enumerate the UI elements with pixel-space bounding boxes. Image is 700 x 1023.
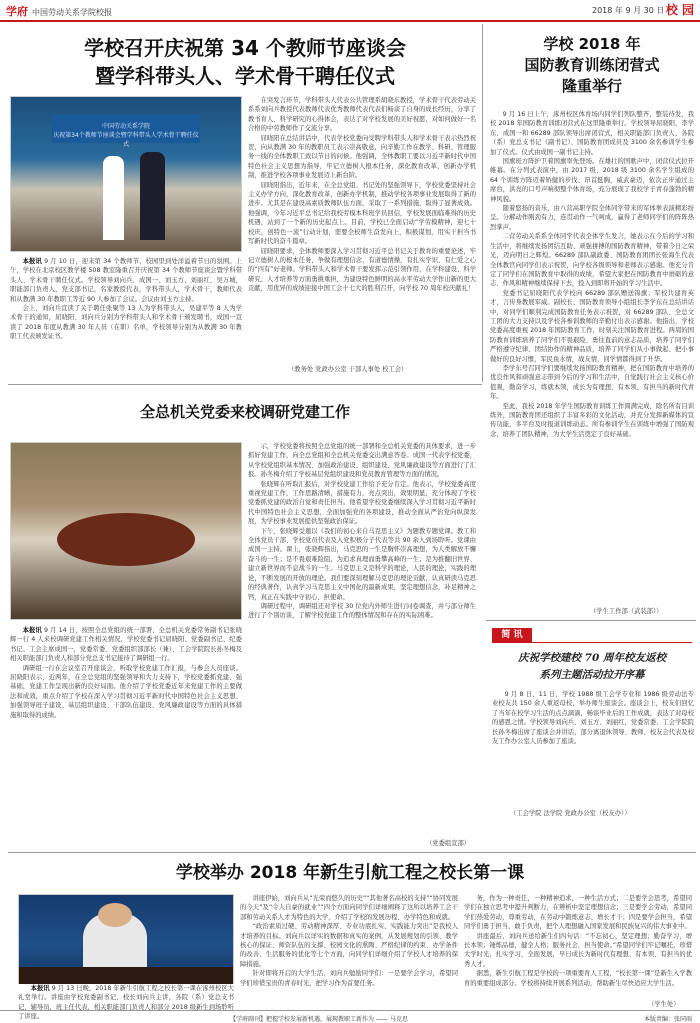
article2-title-line1: 学校 2018 年 <box>543 35 641 53</box>
masthead-subtitle: 中国劳动关系学院校报 <box>32 8 112 17</box>
column-divider <box>482 24 483 382</box>
footer-editor: 本版责编：张同雨 <box>643 1016 692 1023</box>
article1-caption: 本报讯 9 月 10 日，迎来第 34 个教师节，校园里到处洋溢着节日的氛围。上午，学校在北京校区教学楼 508 教室隆重召开庆祝第 34 个教师节座谈会暨学科带头人、学术骨干聘任仪式。学校领导刘向兵、成国一、刘玉方、刘丽红、吴万城，职能部门负责人，党支部书记，名家教授代表，学科带头人，学术骨干，教师代表和从教满 30 年教职工等近 90 人参加了会议。会议由刘玉方主持。 会上，刘向兵宣读了关于聘任张聚等 13 人为学科带头人，吴建平等 8 人为学术骨干的通知，屈晓阳、刘向兵分别为学科带头人和学术骨干颁发聘书，成国一宣读了 2018 年度从教满 30 年人员（在职）名单，学校领导分别为从教满 30 年教职工代表颁发证书。 <box>10 258 242 341</box>
article4-body-col2: 讲座伊始，刘向兵从“光荣而悠久的历史”“其他著名高校的支持”“协同发展的今天”及“令人自豪的就业”“四个方面向同学们详细阐释了这所以培养工会干部和劳动关系人才为特色的大学，介绍了学校的发展历程、办学特色和成就。 “政治素质过硬、劳动精神深厚、专业功底扎实、实践能力突出”是我校人才培养的目标。刘向兵以详实的数据和真实的案例，从发展规划的引领、教学核心的保证、师资队伍的支撑、校园文化的熏陶、严格纪律的约束、办学条件的改善、生活服务的优化等七个方面，向同学们详细介绍了学校人才培养的保障措施。 针对即将开启的大学生活，刘向兵勉励同学们：一是要学会学习，希望同学们珍惜宝贵的青春时光，把学习作为首要任务。 <box>240 895 458 987</box>
article1-photo <box>10 96 242 252</box>
article1-body: 在突发言环节，学科带头人代表公共管理系胡晓东教授，学术骨干代表劳动关系系刘向兵教授代表教师代表优秀教师代表代表们畅谈了自身的成长经历，分享了教书育人、科学研究的心得体会，表达了对学校发展的美好祝愿，对如何做好一名合格的中劳教师作了交流分享。 屈晓阳在总结讲话中，代表学校党委向受聘学科带头人和学术骨干表示热烈祝贺，向从教满 30 年的教职员工表示崇高敬意，向辛勤工作在教学、科研、管理服务一线的全体教职工致以节日的问候。他强调，全体教职工要以习近平新时代中国特色社会主义思想为指导，牢记立德树人根本任务，深化教育改革，创新办学机制，推进学校各项事业发展迈上新台阶。 屈晓阳指出，近年来，在全总党组、书记处的坚强领导下，学校党委坚持社会主义办学方向，深化教育改革，创新办学机制，推动学校各项事业发展取得了新的进步。尤其是在建设高素质教师队伍方面，采取了一系列措施，取得了显著成效。他强调，今年习近平总书记给我校劳模本科班学员回信，学校发展面临难得的历史机遇，站到了一个新的历史起点上。目前，学校已全面启动“学劳模精神，迎七十校庆，创特色一流”行动计划，需要全校师生奋发向上，积极谋划，用实干担当书写新时代的奋斗篇章。 屈晓阳要求，全体教师要深入学习贯彻习近平总书记关于教育的重要论述，牢记立德树人的根本任务，争做有理想信念、有道德情操、有扎实学识、有仁爱之心的“四有”好老师。学科带头人和学术骨干要发挥示范引领作用，在学科建设、科学研究、人才培养等方面勇挑重担，为建设特色鲜明的高水平劳动大学作出新的更大贡献，用优异的成绩迎接中国工会十七大的胜利召开，向学校 70 周年校庆献礼！ <box>248 97 476 293</box>
brief-body: 9 月 8 日、11 日，学校 1988 级工会学专业和 1986 级劳动法专业校友共 150 余人重返母校，举办师生座谈会。座谈会上，校友们回忆了当年在校学习生活的点点滴滴，畅谈毕业后的工作成就，表达了对母校的感恩之情。学校领导刘向兵、刘玉方、刘丽红，党委常委、工会学院院长孙冬梅出席了座谈会并讲话，部分离退休领导、教师、校友会代表及校友工作办公室人员参加了座谈。 <box>492 691 694 746</box>
article1-title-line2: 暨学科带头人、学术骨干聘任仪式 <box>95 64 395 88</box>
brief-heading: 简 讯 <box>492 628 532 643</box>
section-name: 校 园 <box>665 3 694 17</box>
masthead-logo: 学府 中国劳动关系学院校报 <box>6 5 112 18</box>
brief-signature: （工会学院 法学院 党政办公室（校友办）） <box>510 810 631 817</box>
article4-signature: （学生处） <box>648 1001 680 1008</box>
article2-title-line3: 隆重举行 <box>561 77 622 95</box>
article4-caption: 本报讯 9 月 13 日晚，2018 年新生引航工程之校长第一课在涿州校区大礼堂举行。讲座由学校党委副书记、校长刘向兵主讲，各院（系）党总支书记，辅导员，班主任代表，相关职能部门负责人和部分 2018 级新生到场聆听了讲座。 <box>18 985 234 1021</box>
article3-body: 示，学校党委将按照全总党组的统一部署和全总机关党委的具体要求，进一步抓好党建工作，向全总党组和全总机关党委交出满意答卷。成国一代表学校党委，从学校党组织基本情况、加强政治建设、组织建设、党风廉政建设等方面进行了汇报。孙冬梅介绍了学校基层党组织建设和党员教育管理等方面的情况。 张晓辉在听取汇报后，对学校党建工作给予充分肯定。他表示，学校党委高度重视党建工作，工作思路清晰，措施有力，亮点突出，效果明显，充分体现了学校党委抓党建的政治自觉和责任担当。他希望学校党委继续深入学习贯彻习近平新时代中国特色社会主义思想，全面加强党的各项建设，推动全面从严治党向纵深发展，为学校事业发展提供坚强政治保证。 下午，张晓辉受邀以《我们的初心来自马克思主义》为题教专题党课。教工和全体党员干部、学校党员代表及入党积极分子代表等共 90 余人到场聆听。党课由成国一主持。课上，张晓辉指出，马克思的一生是胸怀崇高理想，为人类解放不懈奋斗的一生；是不畏艰难险阻，为追求真理而勇攀高峰的一生；是为推翻旧世界、建立新世界而不息战斗的一生。马克思主义是科学的理论，人民的理论，实践的理论，不断发展的开放的理论。我们要深刻理解马克思的理论贡献，认真研读马克思的经典著作，认真学习马克思主义中国化的最新成果，坚定理想信念，补足精神之钙，真正在实践中守初心、担使命。 调研过程中，调研组还对学校 30 位党内外师生进行问卷调查，并与部分师生进行了个别访谈，了解学校党建工作的整体情况和存在的实际困难。 <box>248 443 476 620</box>
article4-photo <box>18 894 234 996</box>
article1-title-line1: 学校召开庆祝第 34 个教师节座谈会 <box>84 36 406 60</box>
page-header <box>0 0 700 22</box>
issue-date: 2018 年 9 月 30 日 <box>592 6 665 15</box>
article1-signature: （教务处 党政办公室 干部人事处 校工会） <box>288 366 408 373</box>
page-footer <box>0 1010 700 1023</box>
article4-body-col3: 务，作为一种责任，一种精神追求，一种生活方式；二是要学会思考，希望同学们在独立思考中提升判断力，在辨析中坚定理想信念；三是要学会劳动，希望同学们热爱劳动，尊重劳动，在劳动中锻炼意志、增长才干；四是要学会担当，希望同学们勇于担当，敢于负责，把个人理想融入国家发展和民族复兴的伟大事业中。 讲座最后，刘向兵送给新生们四句话：“不忘初心，坚定理想；勤奋学习，增长本领；锤炼品德，健全人格；服务社会，担当使命。”希望同学们牢记嘱托，珍惜大学时光，扎实学习，全面发展，早日成长为新时代有理想、有本领、有担当的优秀人才。 据悉，新生引航工程是学校的一项重要育人工程，“校长第一课”是新生入学教育的重要组成部分。学校将持续开展系列活动，帮助新生尽快适应大学生活。 <box>464 895 692 987</box>
brief-title: 庆祝学校建校 70 周年校友返校 系列主题活动拉开序幕 <box>518 652 666 681</box>
article2-body: 9 月 16 日上午，涿州校区体育场内同学们列队整齐，整装待发，我校 2018 年国防教育训练闭营式在这里隆重举行。学校领导屈晓阳、李学东、成国一和 66289 部队领导出席闭营式，相关职能部门负责人、各院（系）党总支书记（副书记）、国防教育团成员及 3100 余名参训学生参加了仪式。仪式由成国一副书记主持。 国旗班方阵护卫着国旗率先登场。在雄壮的国歌声中，闭营仪式拉开帷幕。在分列式表演中，由 2017 级、2018 级 3100 余名学生组成的 64 个训练方阵迈着矫健的步伐、昂首挺胸，威武豪迈，依次正步通过主席台，洪亮的口号声响彻整个体育场，充分展现了我校学子青春蓬勃的精神风貌。 随着悠扬的音乐，由八营高职学院全体同学带来的军体拳表演精彩纷呈。分解动作刚劲有力，连贯动作一气呵成，赢得了老师同学们的阵阵热烈掌声。 二营劳动关系系全体同学代表全体学生发言，她表示在今后的学习和生活中，将继续发扬团结互助、顽强拼搏的国防教育精神，带着今日之荣光，迈向明日之辉煌。66289 部队副政委、国防教育团团长张海生代表全体教官向同学们表示祝贺，向学校各级领导和老师表示感谢。他充分肯定了同学们在国防教育中取得的成绩，希望大家把在国防教育中磨砺的意志、作风和精神继续保持下去，投入到即将开始的学习生活中。 党委书记屈晓阳代表学校向 66289 部队赠送锦旗；军校共建育英才，言传身教展军威。副校长、国防教育领导小组组长李学东在总结讲话中，对同学们顺利完成国防教育任务表示祝贺，对 66289 部队、全总文工团的大力支持以及学校各参训教师的辛勤付出表示感谢。他指出，学校党委高度重视 2018 年国防教育工作，时刻关注国防教育进程。两周的国防教育训练培养了同学们不畏艰险、勇往直前的意志品质，培养了同学们严格遵守纪律、团结协作的精神品质，培养了同学们从小事做起、把小事做好的良好习惯，军民鱼水情，战友情，同学情都得到了升华。 李学东号召同学们要继续发扬国防教育精神，把在国防教育中培养的优良作风和顽强意志带到今后的学习和生活中，自觉践行社会主义核心价值观，勤奋学习，练就本领，成长为有理想、有本领、有担当的新时代青年。 至此，我校 2018 年学生国防教育训练工作圆满完成，除名所有目训练外，国防教育团还组织了丰富多彩的文化活动，并充分发挥新媒体的宣传功能，多平台及时报道训练动态。所有参训学生在训练中增强了国防观念，培养了团队精神，为大学生活奠定了良好基础。 <box>490 111 694 438</box>
article3-title: 全总机关党委来校调研党建工作 <box>139 403 350 421</box>
article2-title-line2: 国防教育训练闭营式 <box>524 56 660 74</box>
article3-caption: 本报讯 9 月 14 日，按照全总党组的统一部署，全总机关党委常务副书记张晓辉一行 4 人来校调研党建工作相关情况，学校党委书记屈晓阳、党委副书记、纪委书记、工会主席成国一，党委常委、党委组织部部长（兼）、工会学院院长孙冬梅及相关职能部门负责人和部分党总支书记接待了调研组一行。 调研组一行在会议室召开座谈会，听取学校党建工作汇报，与参会人员座谈。屈晓阳表示，近两年，在全总党组的坚强领导和大力支持下，学校党委抓党建、强基础，党建工作呈现出新的良好局面。他介绍了学校党委近年来党建工作的主要做法和成效，重点介绍了学校在深入学习贯彻习近平新时代中国特色社会主义思想、加强领导班子建设、基层组织建设、干部队伍建设、党风廉政建设等方面的具体措施和取得的成绩。 <box>10 627 242 719</box>
photo-banner: 中国劳动关系学院 庆祝第34个教师节座谈会暨学科带头人学术骨干聘任仪式 <box>52 115 199 143</box>
footer-note: 【学府副刊】把握学校发展新机遇，展现教职工新作为 —— 马克思 <box>230 1016 408 1023</box>
article1-title <box>20 34 470 90</box>
article2-title <box>490 34 694 97</box>
article3-photo <box>10 442 242 620</box>
article2-signature: （学生工作部（武装部）） <box>590 608 663 615</box>
article4-title: 学校举办 2018 年新生引航工程之校长第一课 <box>175 863 525 883</box>
article3-signature: （党委组宣部） <box>426 840 471 847</box>
